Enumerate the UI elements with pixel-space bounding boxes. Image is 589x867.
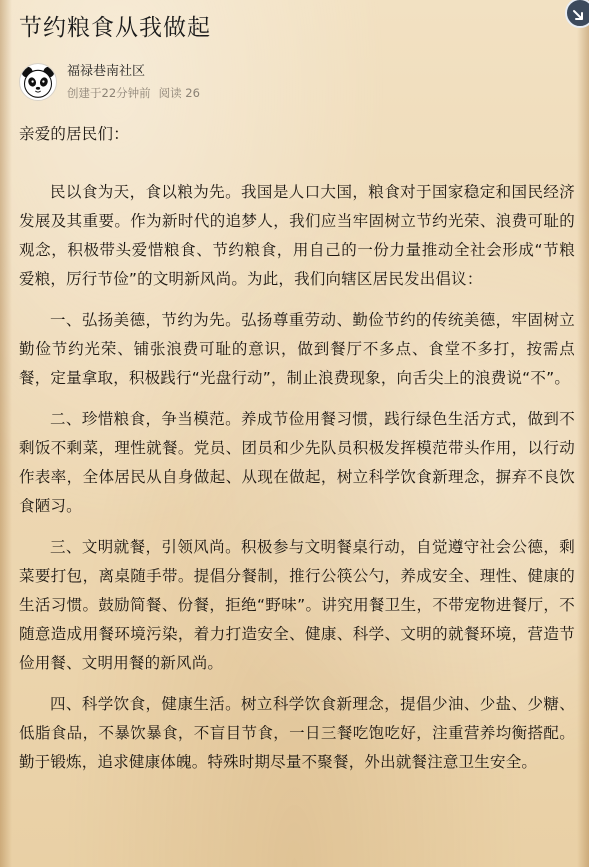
paper-edge-left: [0, 0, 12, 867]
panda-avatar-icon: [20, 64, 56, 100]
article-meta: [67, 84, 200, 102]
avatar[interactable]: [19, 63, 57, 101]
paragraph-4: 四、科学饮食，健康生活。树立科学饮食新理念，提倡少油、少盐、少糖、低脂食品，不暴饮暴食，不盲目节食，一日三餐吃饱吃好，注重营养均衡搭配。勤于锻炼，追求健康体魄。特殊时期尽量不聚餐，外出就餐注意卫生安全。: [19, 695, 575, 771]
paragraph-1: 一、弘扬美德，节约为先。弘扬尊重劳动、勤俭节约的传统美德，牢固树立勤俭节约光荣、铺张浪费可耻的意识，做到餐厅不多点、食堂不多打，按需点餐，定量拿取，积极践行“光盘行动”，制止浪费现象，向舌尖上的浪费说“不”。: [19, 311, 575, 387]
read-count: 阅读 26: [158, 85, 200, 100]
author-name[interactable]: 福禄巷南社区: [67, 63, 146, 79]
article-title: 节约粮食从我做起: [19, 15, 211, 41]
collapse-button[interactable]: [565, 0, 589, 28]
author-block: [19, 62, 200, 102]
paragraph-2: 二、珍惜粮食，争当模范。养成节俭用餐习惯，践行绿色生活方式，做到不剩饭不剩菜，理性就餐。党员、团员和少先队员积极发挥模范带头作用，以行动作表率，全体居民从自身做起、从现在做起，树立科学饮食新理念，摒弃不良饮食陋习。: [19, 410, 575, 515]
paragraph-intro: 民以食为天，食以粮为先。我国是人口大国，粮食对于国家稳定和国民经济发展及其重要。作为新时代的追梦人，我们应当牢固树立节约光荣、浪费可耻的观念，积极带头爱惜粮食、节约粮食，用自己的一份力量推动全社会形成“节粮爱粮，厉行节俭”的文明新风尚。为此，我们向辖区居民发出倡议：: [19, 183, 575, 288]
paper-edge-right: [577, 0, 589, 867]
paragraph-3: 三、文明就餐，引领风尚。积极参与文明餐桌行动，自觉遵守社会公德，剩菜要打包，离桌随手带。提倡分餐制，推行公筷公勺，养成安全、理性、健康的生活习惯。鼓励简餐、份餐，拒绝“野味”。讲究用餐卫生，不带宠物进餐厅，不随意造成用餐环境污染，着力打造安全、健康、科学、文明的就餐环境，营造节俭用餐、文明用餐的新风尚。: [19, 538, 575, 672]
created-time: 创建于22分钟前: [67, 85, 151, 100]
author-info: [67, 63, 200, 102]
greeting: 亲爱的居民们：: [19, 125, 129, 143]
collapse-arrow-icon: [571, 8, 585, 22]
article-body: [19, 120, 575, 777]
